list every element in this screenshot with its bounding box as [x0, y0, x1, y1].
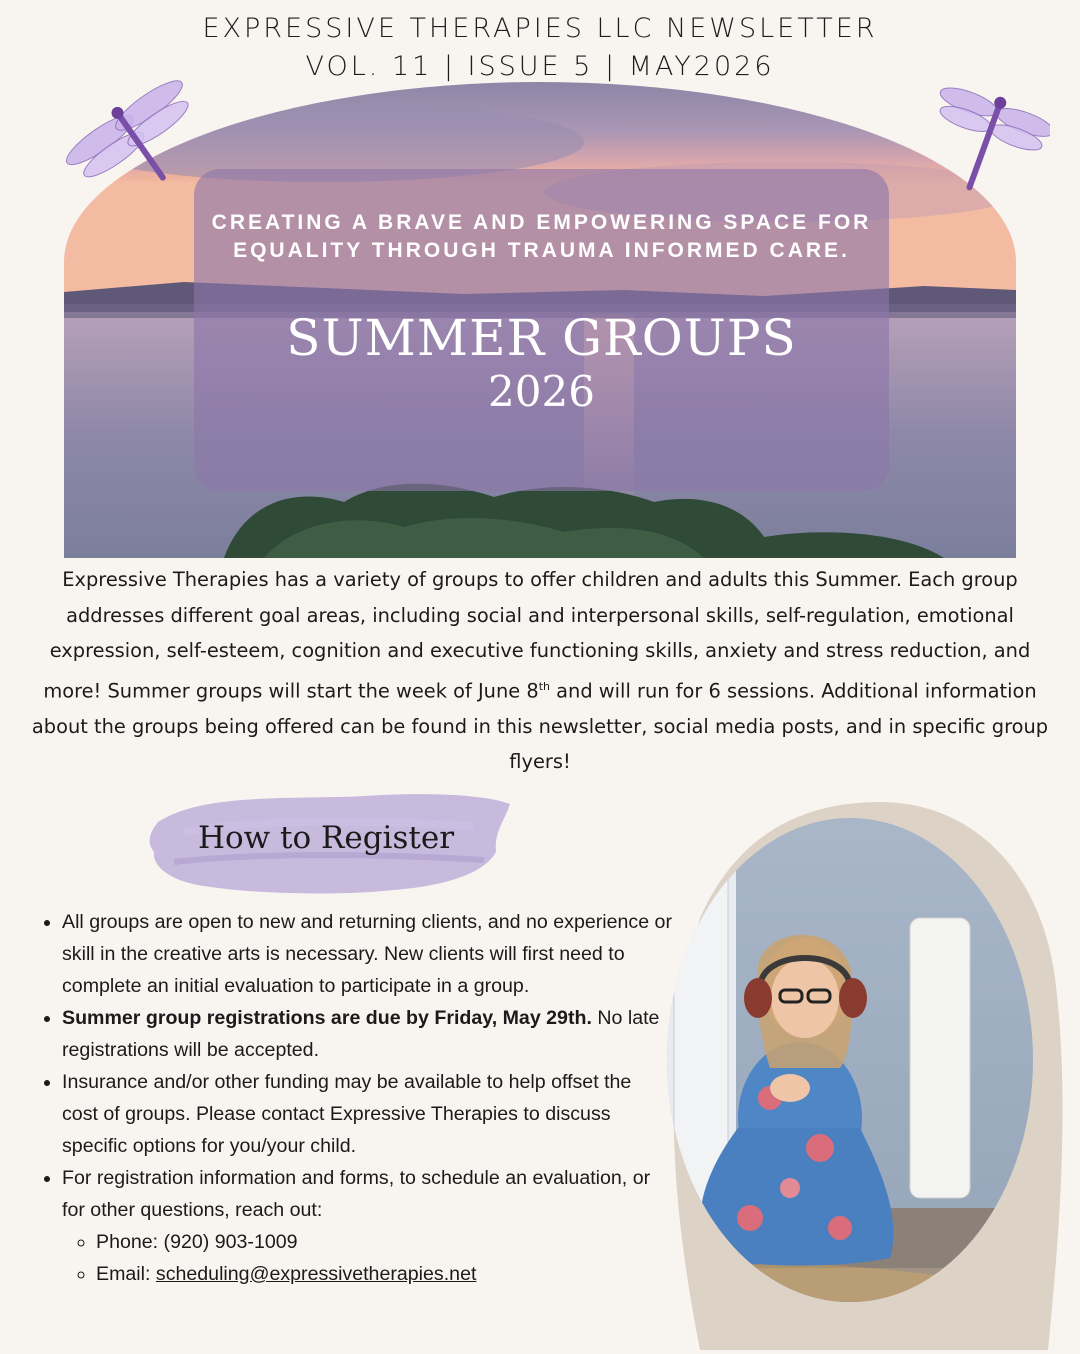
- newsletter-masthead: [0, 10, 1080, 86]
- dragonfly-icon: [930, 56, 1050, 210]
- contact-email: ◦ Email: scheduling@expressivetherapies.net: [96, 1258, 672, 1290]
- hero-title: SUMMER GROUPS: [286, 309, 797, 367]
- contact-phone: ◦ Phone: (920) 903-1009: [96, 1226, 672, 1258]
- newsletter-title: EXPRESSIVE THERAPIES LLC NEWSLETTER: [202, 13, 878, 44]
- register-heading: How to Register: [197, 820, 455, 856]
- participant-photo: [640, 798, 1080, 1350]
- contact-list: [62, 1226, 672, 1290]
- list-item: • All groups are open to new and returning clients, and no experience or skill in the creative arts is necessary. New clients will first need to complete an initial evaluation to participate in a group.: [62, 906, 672, 1002]
- email-link[interactable]: scheduling@expressivetherapies.net: [155, 1263, 477, 1285]
- phone-number[interactable]: (920) 903-1009: [163, 1231, 298, 1253]
- list-item: • Insurance and/or other funding may be available to help offset the cost of groups. Please contact Expressive Therapies to discuss specific options for you/your child.: [62, 1066, 672, 1162]
- mission-tagline: CREATING A BRAVE AND EMPOWERING SPACE FOR EQUALITY THROUGH TRAUMA INFORMED CARE.: [211, 211, 872, 262]
- list-item: • For registration information and forms, to schedule an evaluation, or for other questions, reach out: ◦ Phone: (920) 903-1009 ◦ Email: scheduling@expressivetherapies.net: [62, 1162, 672, 1290]
- dragonfly-icon: [58, 80, 208, 194]
- list-item: • Summer group registrations are due by Friday, May 29th. No late registrations will be accepted.: [62, 1002, 672, 1066]
- newsletter-issue: VOL. 11 | ISSUE 5 | MAY2026: [305, 51, 775, 82]
- registration-list: [34, 906, 672, 1290]
- intro-paragraph: Expressive Therapies has a variety of groups to offer children and adults this Summer. Each group addresses different goal areas, including social and interpersonal skills, self-regulation, emotional expression, self-esteem, cognition and executive functioning skills, anxiety and stress reduction, and more! Summer groups will start the week of June 8th and will run for 6 sessions. Additional information about the groups being offered can be found in this newsletter, social media posts, and in specific group flyers!: [31, 568, 1049, 774]
- hero-banner: [194, 169, 889, 491]
- hero-year: 2026: [488, 367, 595, 416]
- participant-photo-frame: [640, 798, 1080, 1350]
